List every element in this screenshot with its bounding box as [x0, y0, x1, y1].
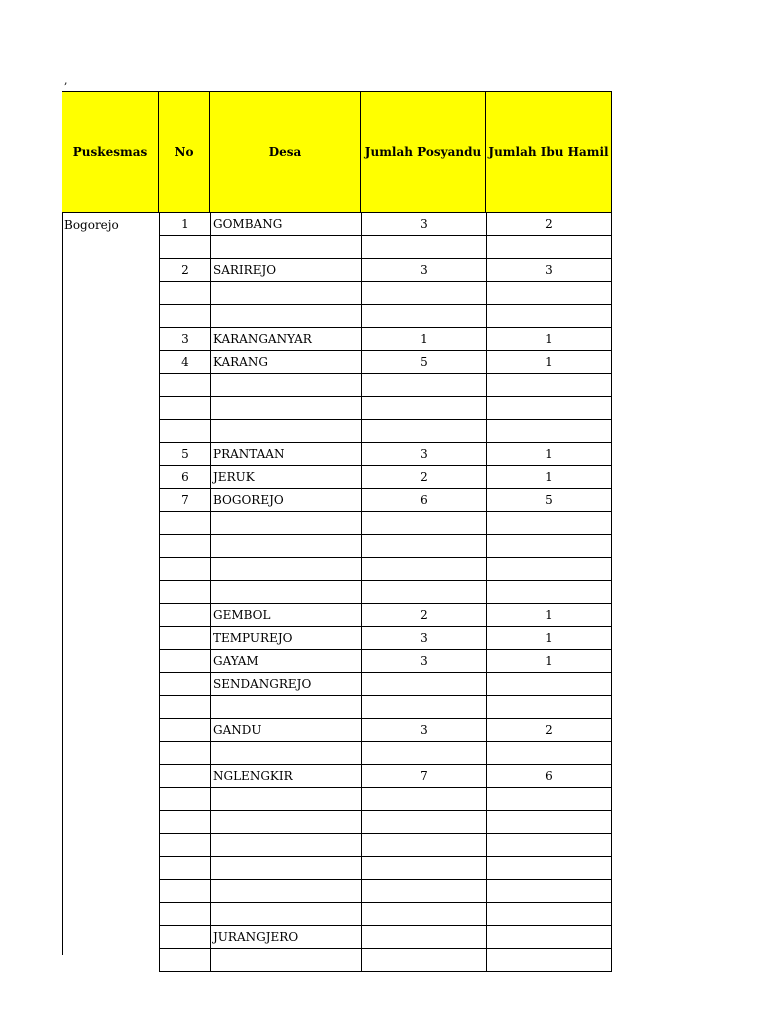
- table-row: [159, 305, 612, 328]
- row-ibu-hamil-cell[interactable]: [487, 788, 611, 810]
- row-posyandu-cell[interactable]: [362, 397, 487, 419]
- row-ibu-hamil-cell[interactable]: 1: [545, 470, 553, 484]
- row-posyandu-cell[interactable]: 7: [362, 765, 487, 787]
- row-posyandu-cell[interactable]: 3: [362, 627, 487, 649]
- row-ibu-hamil-cell[interactable]: [487, 903, 611, 925]
- row-ibu-hamil-cell[interactable]: [487, 834, 611, 856]
- row-ibu-hamil-cell[interactable]: 1: [545, 631, 553, 645]
- table-row: [159, 788, 612, 811]
- row-desa-cell[interactable]: PRANTAAN: [211, 443, 362, 465]
- row-desa-cell[interactable]: SARIREJO: [211, 259, 362, 281]
- header-jumlah-ibu-hamil: Jumlah Ibu Hamil: [486, 92, 612, 212]
- row-ibu-hamil-cell[interactable]: [487, 374, 611, 396]
- row-no-cell[interactable]: [160, 903, 211, 925]
- row-posyandu-cell[interactable]: [362, 558, 487, 580]
- row-desa-cell[interactable]: GOMBANG: [211, 213, 362, 235]
- row-ibu-hamil-cell[interactable]: [487, 742, 611, 764]
- puskesmas-cell: Bogorejo: [64, 218, 119, 232]
- row-no-cell[interactable]: [160, 282, 211, 304]
- row-ibu-hamil-cell[interactable]: 1: [545, 608, 553, 622]
- row-desa-cell[interactable]: KARANG: [211, 351, 362, 373]
- table-row: [159, 765, 612, 788]
- table-row: [159, 443, 612, 466]
- row-ibu-hamil-cell[interactable]: [487, 535, 611, 557]
- row-no-cell[interactable]: [160, 811, 211, 833]
- row-posyandu-cell[interactable]: [362, 857, 487, 879]
- table-row: [159, 236, 612, 259]
- row-ibu-hamil-cell[interactable]: [487, 673, 611, 695]
- row-ibu-hamil-cell[interactable]: 5: [545, 493, 553, 507]
- row-desa-cell[interactable]: [211, 742, 362, 764]
- row-no-cell[interactable]: [160, 581, 211, 603]
- row-posyandu-cell[interactable]: 3: [362, 213, 487, 235]
- row-ibu-hamil-cell[interactable]: 2: [545, 723, 553, 737]
- row-ibu-hamil-cell[interactable]: [487, 696, 611, 718]
- row-desa-cell[interactable]: [211, 512, 362, 534]
- row-no-cell[interactable]: [160, 627, 211, 649]
- row-desa-cell[interactable]: [211, 535, 362, 557]
- row-desa-cell[interactable]: SENDANGREJO: [211, 673, 362, 695]
- row-posyandu-cell[interactable]: [362, 535, 487, 557]
- row-posyandu-cell[interactable]: 3: [362, 650, 487, 672]
- row-ibu-hamil-cell[interactable]: 1: [545, 654, 553, 668]
- row-desa-cell[interactable]: [211, 374, 362, 396]
- header-jumlah-posyandu: Jumlah Posyandu: [361, 92, 486, 212]
- row-desa-cell[interactable]: KARANGANYAR: [211, 328, 362, 350]
- row-no-cell[interactable]: [160, 535, 211, 557]
- table-row: [159, 397, 612, 420]
- table-row: [159, 259, 612, 282]
- row-desa-cell[interactable]: [211, 788, 362, 810]
- row-posyandu-cell[interactable]: 3: [362, 443, 487, 465]
- row-no-cell[interactable]: [160, 765, 211, 787]
- row-no-cell[interactable]: [160, 650, 211, 672]
- row-posyandu-cell[interactable]: [362, 374, 487, 396]
- row-no-cell[interactable]: [160, 374, 211, 396]
- row-no-cell[interactable]: [160, 696, 211, 718]
- table-row: [159, 282, 612, 305]
- row-no-cell[interactable]: [160, 558, 211, 580]
- row-posyandu-cell[interactable]: [362, 305, 487, 327]
- table-row: [159, 512, 612, 535]
- row-no-cell[interactable]: [160, 604, 211, 626]
- table-row: [159, 604, 612, 627]
- row-no-cell[interactable]: [160, 719, 211, 741]
- row-no-cell[interactable]: [160, 673, 211, 695]
- row-posyandu-cell[interactable]: [362, 512, 487, 534]
- row-desa-cell[interactable]: [211, 857, 362, 879]
- table-row: [159, 328, 612, 351]
- row-ibu-hamil-cell[interactable]: [487, 558, 611, 580]
- row-posyandu-cell[interactable]: 3: [362, 259, 487, 281]
- row-no-cell[interactable]: [160, 788, 211, 810]
- row-ibu-hamil-cell[interactable]: 2: [545, 217, 553, 231]
- table-row: [159, 949, 612, 972]
- row-desa-cell[interactable]: [211, 696, 362, 718]
- row-desa-cell[interactable]: [211, 397, 362, 419]
- row-no-cell[interactable]: [160, 397, 211, 419]
- row-posyandu-cell[interactable]: [362, 282, 487, 304]
- table-row: [159, 420, 612, 443]
- row-no-cell[interactable]: 3: [160, 328, 211, 350]
- row-desa-cell[interactable]: [211, 236, 362, 258]
- row-posyandu-cell[interactable]: [362, 420, 487, 442]
- table-row: [159, 857, 612, 880]
- row-posyandu-cell[interactable]: [362, 742, 487, 764]
- row-ibu-hamil-cell[interactable]: 1: [545, 332, 553, 346]
- row-no-cell[interactable]: 7: [160, 489, 211, 511]
- row-ibu-hamil-cell[interactable]: [487, 581, 611, 603]
- row-no-cell[interactable]: 6: [160, 466, 211, 488]
- row-desa-cell[interactable]: [211, 282, 362, 304]
- row-posyandu-cell[interactable]: [362, 949, 487, 971]
- row-no-cell[interactable]: [160, 236, 211, 258]
- row-desa-cell[interactable]: BOGOREJO: [211, 489, 362, 511]
- row-ibu-hamil-cell[interactable]: [487, 811, 611, 833]
- table-row: [159, 650, 612, 673]
- puskesmas-column-border: [62, 91, 63, 955]
- table-row: [159, 926, 612, 949]
- row-posyandu-cell[interactable]: 1: [362, 328, 487, 350]
- row-no-cell[interactable]: [160, 834, 211, 856]
- row-no-cell[interactable]: 4: [160, 351, 211, 373]
- row-posyandu-cell[interactable]: [362, 236, 487, 258]
- row-posyandu-cell[interactable]: 3: [362, 719, 487, 741]
- row-desa-cell[interactable]: TEMPUREJO: [211, 627, 362, 649]
- row-desa-cell[interactable]: [211, 558, 362, 580]
- row-ibu-hamil-cell[interactable]: 3: [545, 263, 553, 277]
- row-no-cell[interactable]: [160, 949, 211, 971]
- row-ibu-hamil-cell[interactable]: [487, 857, 611, 879]
- row-posyandu-cell[interactable]: 2: [362, 604, 487, 626]
- table-row: [159, 213, 612, 236]
- table-row: [159, 535, 612, 558]
- row-posyandu-cell[interactable]: 6: [362, 489, 487, 511]
- row-ibu-hamil-cell[interactable]: 1: [545, 447, 553, 461]
- row-posyandu-cell[interactable]: [362, 811, 487, 833]
- table-row: [159, 903, 612, 926]
- table-row: [159, 880, 612, 903]
- row-ibu-hamil-cell[interactable]: [487, 397, 611, 419]
- row-posyandu-cell[interactable]: [362, 834, 487, 856]
- row-posyandu-cell[interactable]: [362, 696, 487, 718]
- table-header: [62, 91, 612, 213]
- row-desa-cell[interactable]: [211, 581, 362, 603]
- row-desa-cell[interactable]: [211, 834, 362, 856]
- header-puskesmas: Puskesmas: [62, 92, 159, 212]
- row-no-cell[interactable]: [160, 305, 211, 327]
- row-desa-cell[interactable]: JERUK: [211, 466, 362, 488]
- table-row: [159, 811, 612, 834]
- row-posyandu-cell[interactable]: [362, 903, 487, 925]
- row-desa-cell[interactable]: [211, 880, 362, 902]
- table-row: [159, 673, 612, 696]
- row-desa-cell[interactable]: [211, 903, 362, 925]
- table-row: [159, 627, 612, 650]
- row-ibu-hamil-cell[interactable]: [487, 282, 611, 304]
- table-row: [159, 489, 612, 512]
- table-row: [159, 696, 612, 719]
- row-no-cell[interactable]: [160, 742, 211, 764]
- table-row: [159, 834, 612, 857]
- table-row: [159, 719, 612, 742]
- row-posyandu-cell[interactable]: [362, 673, 487, 695]
- table-row: [159, 742, 612, 765]
- row-no-cell[interactable]: 1: [160, 213, 211, 235]
- row-posyandu-cell[interactable]: [362, 926, 487, 948]
- header-no: No: [159, 92, 210, 212]
- row-no-cell[interactable]: 2: [160, 259, 211, 281]
- row-desa-cell[interactable]: [211, 420, 362, 442]
- row-posyandu-cell[interactable]: [362, 880, 487, 902]
- table-row: [159, 466, 612, 489]
- row-no-cell[interactable]: [160, 512, 211, 534]
- header-desa: Desa: [210, 92, 361, 212]
- row-ibu-hamil-cell[interactable]: [487, 305, 611, 327]
- row-posyandu-cell[interactable]: [362, 788, 487, 810]
- table-row: [159, 351, 612, 374]
- row-desa-cell[interactable]: [211, 305, 362, 327]
- table-row: [159, 581, 612, 604]
- row-ibu-hamil-cell[interactable]: [487, 880, 611, 902]
- row-no-cell[interactable]: 5: [160, 443, 211, 465]
- row-no-cell[interactable]: [160, 926, 211, 948]
- row-no-cell[interactable]: [160, 420, 211, 442]
- row-desa-cell[interactable]: NGLENGKIR: [211, 765, 362, 787]
- row-desa-cell[interactable]: JURANGJERO: [211, 926, 362, 948]
- table-row: [159, 558, 612, 581]
- row-ibu-hamil-cell[interactable]: 6: [545, 769, 553, 783]
- row-posyandu-cell[interactable]: 5: [362, 351, 487, 373]
- table-body: [159, 213, 612, 972]
- row-posyandu-cell[interactable]: 2: [362, 466, 487, 488]
- row-no-cell[interactable]: [160, 857, 211, 879]
- row-desa-cell[interactable]: GAYAM: [211, 650, 362, 672]
- row-ibu-hamil-cell[interactable]: [487, 512, 611, 534]
- tick-mark: ,: [64, 74, 68, 87]
- row-ibu-hamil-cell[interactable]: [487, 926, 611, 948]
- row-ibu-hamil-cell[interactable]: 1: [545, 355, 553, 369]
- row-desa-cell[interactable]: GEMBOL: [211, 604, 362, 626]
- row-posyandu-cell[interactable]: [362, 581, 487, 603]
- row-desa-cell[interactable]: GANDU: [211, 719, 362, 741]
- row-ibu-hamil-cell[interactable]: [487, 949, 611, 971]
- row-desa-cell[interactable]: [211, 811, 362, 833]
- row-no-cell[interactable]: [160, 880, 211, 902]
- row-desa-cell[interactable]: [211, 949, 362, 971]
- table-row: [159, 374, 612, 397]
- row-ibu-hamil-cell[interactable]: [487, 236, 611, 258]
- row-ibu-hamil-cell[interactable]: [487, 420, 611, 442]
